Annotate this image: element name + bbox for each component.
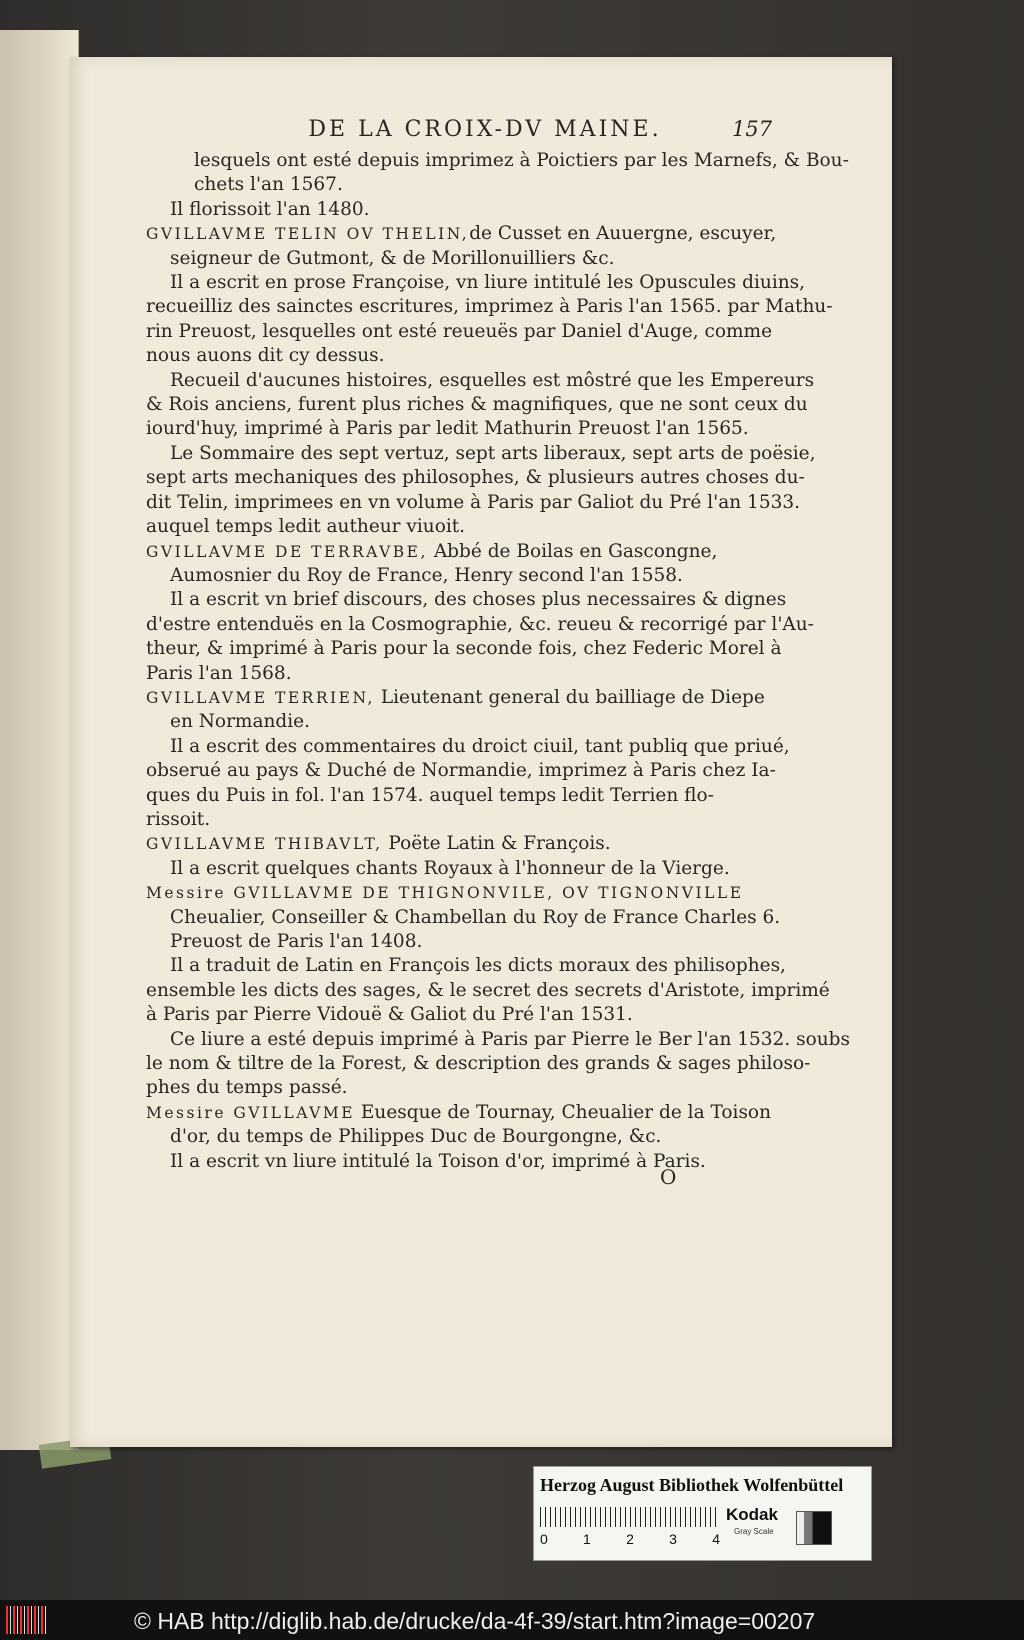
- text-line: iourd'huy, imprimé à Paris par ledit Mathurin Preuost l'an 1565.: [146, 418, 749, 440]
- ruler-numbers: [540, 1531, 720, 1547]
- author-entry: [146, 832, 826, 856]
- running-head: DE LA CROIX-DV MAINE.: [308, 117, 662, 142]
- text-line: le nom & tiltre de la Forest, & description des grands & sages philoso-: [146, 1053, 811, 1075]
- text-line: Aumosnier du Roy de France, Henry second l'an 1558.: [170, 564, 683, 586]
- text-line: GVILLAVME DE TERRAVBE, Abbé de Boilas en Gascongne,: [146, 540, 718, 562]
- text-line: ques du Puis in fol. l'an 1574. auquel temps ledit Terrien flo-: [146, 784, 714, 806]
- author-name: GVILLAVME TERRIEN,: [146, 688, 375, 707]
- author-entry: [146, 881, 826, 954]
- paragraph: [146, 954, 830, 1027]
- kodak-logo: Kodak: [726, 1505, 778, 1524]
- paragraph: [146, 735, 826, 833]
- credit-link[interactable]: © HAB http://diglib.hab.de/drucke/da-4f-39/start.htm?image=00207: [134, 1608, 816, 1634]
- barcode-icon: [6, 1606, 46, 1634]
- text-line: phes du temps passé.: [146, 1077, 348, 1099]
- author-name: GVILLAVME TELIN OV THELIN,: [146, 225, 470, 244]
- text-line: Ce liure a esté depuis imprimé à Paris par Pierre le Ber l'an 1532. soubs: [170, 1028, 850, 1050]
- text-line: GVILLAVME TERRIEN, Lieutenant general du bailliage de Diepe: [146, 686, 765, 708]
- paragraph: [146, 857, 826, 881]
- library-color-card: [533, 1466, 872, 1561]
- text-line: Cheualier, Conseiller & Chambellan du Roy de France Charles 6.: [170, 906, 781, 928]
- text-line: chets l'an 1567.: [194, 174, 343, 196]
- text-line: auquel temps ledit autheur viuoit.: [146, 516, 466, 538]
- page-number: 157: [732, 117, 773, 141]
- author-name: Messire GVILLAVME DE THIGNONVILE, OV TIGNONVILLE: [146, 884, 744, 903]
- paragraph: [146, 1150, 826, 1174]
- text-line: [146, 881, 826, 905]
- paragraph: [146, 1028, 850, 1101]
- author-entry: [146, 1101, 826, 1150]
- ruler-scale: [540, 1507, 720, 1527]
- ruler-number: 0: [540, 1531, 548, 1547]
- ruler-number: 1: [583, 1531, 591, 1547]
- text-line: Il a escrit des commentaires du droict ciuil, tant publiq que priué,: [170, 735, 790, 757]
- author-name: Messire GVILLAVME: [146, 1103, 356, 1122]
- text-line: rin Preuost, lesquelles ont esté reueuës par Daniel d'Auge, comme: [146, 320, 773, 342]
- footer-bar: [0, 1600, 1024, 1640]
- text-line: Messire GVILLAVME Euesque de Tournay, Cheualier de la Toison: [146, 1101, 771, 1123]
- text-line: GVILLAVME TELIN OV THELIN,de Cusset en Auuergne, escuyer,: [146, 223, 777, 245]
- signature-mark: O: [660, 1165, 677, 1189]
- text-line: dit Telin, imprimees en vn volume à Paris par Galiot du Pré l'an 1533.: [146, 491, 801, 513]
- text-line: nous auons dit cy dessus.: [146, 345, 385, 367]
- paragraph: [146, 442, 826, 540]
- text-line: d'estre entenduës en la Cosmographie, &c. reueu & recorrigé par l'Au-: [146, 613, 814, 635]
- text-line: theur, & imprimé à Paris pour la seconde fois, chez Federic Morel à: [146, 638, 782, 660]
- text-line: à Paris par Pierre Vidouë & Galiot du Pré l'an 1531.: [146, 1004, 633, 1026]
- text-block: [146, 149, 850, 1174]
- gray-scale-label: Gray Scale: [734, 1527, 774, 1536]
- author-entry: [146, 686, 826, 735]
- text-line: Recueil d'aucunes histoires, esquelles est môstré que les Empereurs: [170, 369, 815, 391]
- text-line: GVILLAVME THIBAVLT, Poëte Latin & François.: [146, 833, 611, 855]
- text-line: Paris l'an 1568.: [146, 662, 292, 684]
- text-line: Il a escrit quelques chants Royaux à l'honneur de la Vierge.: [170, 857, 730, 879]
- paragraph: [146, 588, 826, 686]
- text-line: ensemble les dicts des sages, & le secret des secrets d'Aristote, imprimé: [146, 979, 830, 1001]
- text-line: Il a escrit en prose Françoise, vn liure intitulé les Opuscules diuins,: [170, 272, 806, 294]
- text-line: Il a escrit vn liure intitulé la Toison d'or, imprimé à Paris.: [170, 1150, 706, 1172]
- paragraph: [146, 198, 826, 222]
- ruler-number: 2: [626, 1531, 634, 1547]
- text-line: d'or, du temps de Philippes Duc de Bourgongne, &c.: [170, 1126, 662, 1148]
- text-line: & Rois anciens, furent plus riches & magnifiques, que ne sont ceux du: [146, 394, 808, 416]
- text-line: Il a traduit de Latin en François les dicts moraux des philisophes,: [170, 955, 786, 977]
- gray-scale-swatch: [796, 1511, 832, 1545]
- text-line: seigneur de Gutmont, & de Morillonuilliers &c.: [170, 247, 615, 269]
- facing-page-edge: [0, 30, 79, 1450]
- paragraph: [146, 369, 826, 442]
- ruler-number: 4: [712, 1531, 720, 1547]
- text-line: en Normandie.: [170, 711, 310, 733]
- author-entry: [146, 222, 826, 271]
- text-line: obserué au pays & Duché de Normandie, imprimez à Paris chez Ia-: [146, 760, 776, 782]
- book-page: [70, 57, 892, 1447]
- text-line: Il a escrit vn brief discours, des choses plus necessaires & dignes: [170, 589, 787, 611]
- paragraph: [146, 271, 833, 369]
- author-entry: [146, 540, 826, 589]
- text-line: Preuost de Paris l'an 1408.: [170, 931, 423, 952]
- text-line: rissoit.: [146, 808, 211, 830]
- paragraph: [146, 149, 849, 198]
- library-name: Herzog August Bibliothek Wolfenbüttel: [540, 1475, 844, 1495]
- text-line: lesquels ont esté depuis imprimez à Poictiers par les Marnefs, & Bou-: [194, 150, 849, 171]
- author-name: GVILLAVME DE TERRAVBE,: [146, 542, 428, 561]
- text-line: recueilliz des sainctes escritures, imprimez à Paris l'an 1565. par Mathu-: [146, 296, 833, 318]
- text-line: Le Sommaire des sept vertuz, sept arts liberaux, sept arts de poësie,: [170, 442, 816, 464]
- text-line: sept arts mechaniques des philosophes, & plusieurs autres choses du-: [146, 467, 805, 489]
- author-name: GVILLAVME THIBAVLT,: [146, 835, 383, 854]
- text-line: Il florissoit l'an 1480.: [170, 198, 370, 220]
- ruler-number: 3: [669, 1531, 677, 1547]
